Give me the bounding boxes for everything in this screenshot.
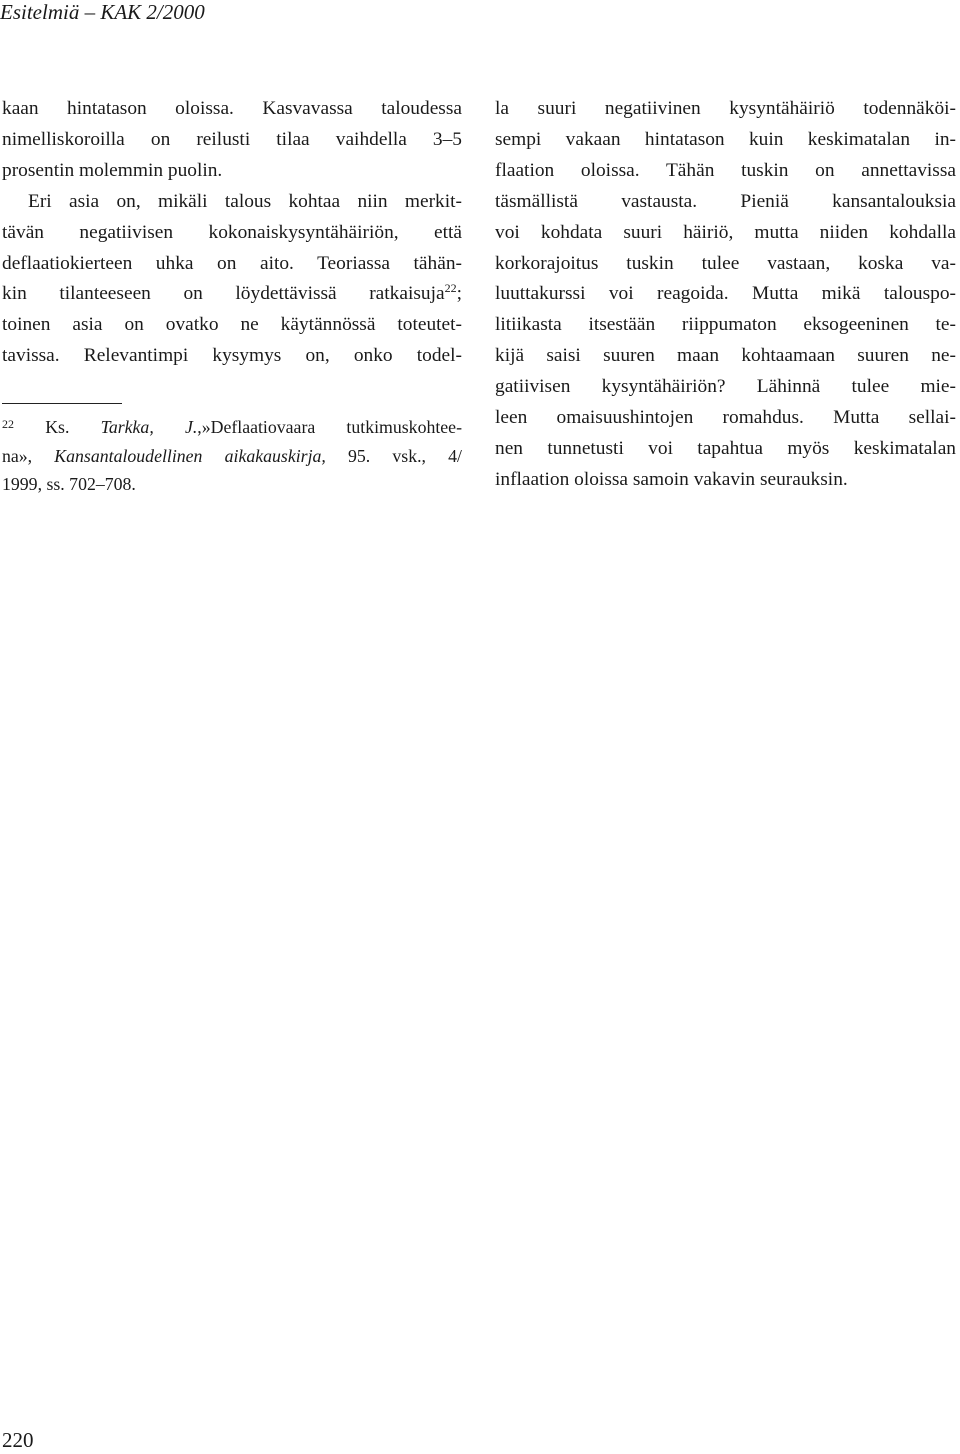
text-line: flaation oloissa. Tähän tuskin on annettavissa xyxy=(495,159,956,181)
text-line: inflaation oloissa samoin vakavin seurauksin. xyxy=(495,468,848,490)
footnote-title-part2: na», xyxy=(2,445,55,466)
text-line: korkorajoitus tuskin tulee vastaan, koska va- xyxy=(495,252,956,274)
text-line: toinen asia on ovatko ne käytännössä toteutet- xyxy=(2,314,462,336)
text-line: leen omaisuushintojen romahdus. Mutta sellai- xyxy=(495,407,956,429)
text-line: tävän negatiivisen kokonaiskysyntähäiriön, että xyxy=(2,221,462,243)
text-line: luuttakurssi voi reagoida. Mutta mikä talouspo- xyxy=(495,283,956,305)
footnote-line: 1999, ss. 702–708. xyxy=(2,474,136,494)
text-line: litiikasta itsestään riippumaton eksogeeninen te- xyxy=(495,314,956,336)
footnote xyxy=(2,413,462,499)
footnote-prefix: Ks. xyxy=(45,417,101,437)
page-number: 220 xyxy=(2,1428,34,1452)
text-line: sempi vakaan hintatason kuin keskimatalan in- xyxy=(495,128,956,150)
text-line: gatiivisen kysyntähäiriön? Lähinnä tulee mie- xyxy=(495,376,956,398)
footnote-reference: 22 xyxy=(444,281,457,296)
right-column xyxy=(495,94,956,496)
footnote-title-part1: ,»Deflaatiovaara tutkimuskohtee- xyxy=(197,417,462,437)
text-line: Eri asia on, mikäli talous kohtaa niin merkit- xyxy=(28,190,462,212)
text-line: prosentin molemmin puolin. xyxy=(2,159,223,181)
footnote-line xyxy=(2,413,462,442)
text-line: tavissa. Relevantimpi kysymys on, onko todel- xyxy=(2,345,462,367)
footnote-number: 22 xyxy=(2,417,14,431)
text-line-with-note xyxy=(2,279,462,310)
footnote-rule xyxy=(2,403,122,404)
text-line: la suuri negatiivinen kysyntähäiriö todennäköi- xyxy=(495,98,956,119)
text-line: kin tilanteeseen on löydettävissä ratkaisuja xyxy=(2,283,445,305)
running-head: Esitelmiä – KAK 2/2000 xyxy=(0,0,205,24)
text-line: nimelliskoroilla on reilusti tilaa vaihdella 3–5 xyxy=(2,128,462,150)
left-column xyxy=(2,94,462,372)
text-line: voi kohdata suuri häiriö, mutta niiden kohdalla xyxy=(495,221,956,243)
text-line: deflaatiokierteen uhka on aito. Teoriassa tähän- xyxy=(2,252,462,274)
text-line: täsmällistä vastausta. Pieniä kansantalouksia xyxy=(495,190,956,212)
text-line: kaan hintatason oloissa. Kasvavassa taloudessa xyxy=(2,98,462,119)
text-line: nen tunnetusti voi tapahtua myös keskimatalan xyxy=(495,437,956,459)
footnote-line xyxy=(2,442,462,471)
footnote-author: Tarkka, J. xyxy=(100,417,198,437)
text-line: kijä saisi suuren maan kohtaamaan suuren ne- xyxy=(495,345,956,367)
note-ref-suffix: ; xyxy=(456,283,462,305)
footnote-journal: Kansantaloudellinen aikakauskirja, xyxy=(54,445,326,466)
footnote-details: 95. vsk., 4/ xyxy=(325,445,462,466)
